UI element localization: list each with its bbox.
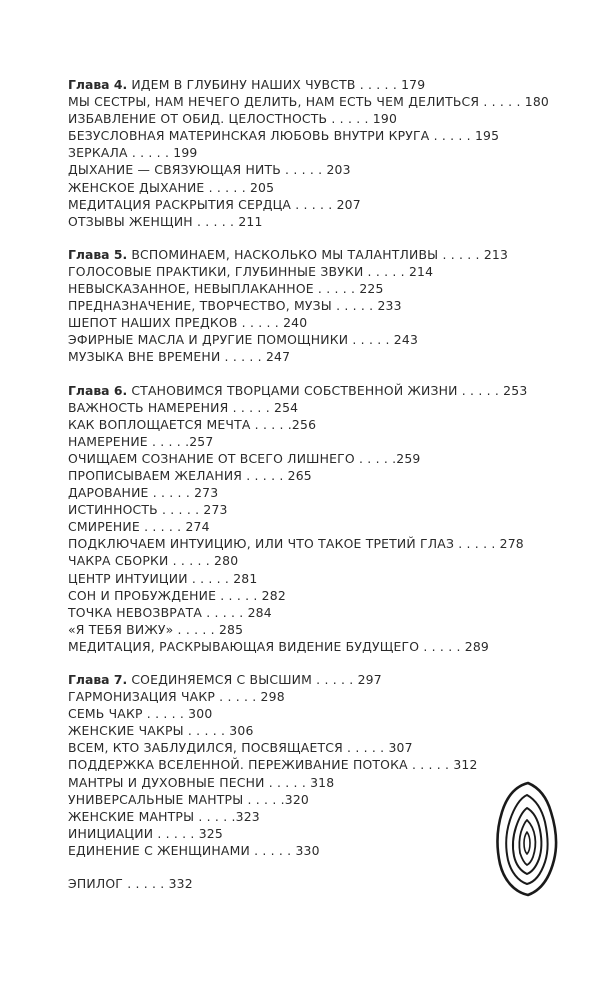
toc-entry[interactable]: НАМЕРЕНИЕ . . . . .257 [68, 433, 214, 449]
toc-entry[interactable]: СЕМЬ ЧАКР . . . . . 300 [68, 706, 213, 722]
section-spacer [68, 230, 568, 246]
concentric-rings-icon [494, 780, 560, 898]
chapter-heading[interactable] [68, 246, 568, 263]
toc-entry[interactable]: ЧАКРА СБОРКИ . . . . . 280 [68, 553, 239, 569]
chapter-label: Глава 5. [68, 246, 128, 262]
toc-entry[interactable]: ИНИЦИАЦИИ . . . . . 325 [68, 825, 223, 841]
toc-entry[interactable]: ИСТИННОСТЬ . . . . . 273 [68, 502, 228, 518]
chapter-label: Глава 4. [68, 77, 128, 92]
toc-entry[interactable]: ОТЗЫВЫ ЖЕНЩИН . . . . . 211 [68, 213, 263, 229]
chapter-4 [68, 76, 568, 230]
chapter-title: СТАНОВИМСЯ ТВОРЦАМИ СОБСТВЕННОЙ ЖИЗНИ . . . . . 253 [131, 382, 528, 398]
toc-entry[interactable]: ЦЕНТР ИНТУИЦИИ . . . . . 281 [68, 570, 258, 586]
chapter-5 [68, 246, 568, 366]
toc-entry[interactable]: ДЫХАНИЕ — СВЯЗУЮЩАЯ НИТЬ . . . . . 203 [68, 162, 351, 178]
section-spacer [68, 859, 568, 875]
toc-entry[interactable]: ПОДДЕРЖКА ВСЕЛЕННОЙ. ПЕРЕЖИВАНИЕ ПОТОКА . . . . . 312 [68, 757, 478, 773]
toc-entry[interactable]: ОЧИЩАЕМ СОЗНАНИЕ ОТ ВСЕГО ЛИШНЕГО . . . . .259 [68, 450, 421, 466]
toc-entry[interactable]: ГАРМОНИЗАЦИЯ ЧАКР . . . . . 298 [68, 689, 285, 705]
chapter-6 [68, 382, 568, 656]
ring-core [524, 832, 530, 854]
toc-entry[interactable]: ИЗБАВЛЕНИЕ ОТ ОБИД. ЦЕЛОСТНОСТЬ . . . . . 190 [68, 111, 398, 127]
toc-entry[interactable]: МЕДИТАЦИЯ РАСКРЫТИЯ СЕРДЦА . . . . . 207 [68, 196, 361, 212]
toc-entry[interactable]: МАНТРЫ И ДУХОВНЫЕ ПЕСНИ . . . . . 318 [68, 774, 335, 790]
toc-entry[interactable]: ПОДКЛЮЧАЕМ ИНТУИЦИЮ, ИЛИ ЧТО ТАКОЕ ТРЕТИЙ ГЛАЗ . . . . . 278 [68, 536, 524, 552]
toc-entry[interactable]: УНИВЕРСАЛЬНЫЕ МАНТРЫ . . . . .320 [68, 791, 309, 807]
section-spacer [68, 366, 568, 382]
toc-entry[interactable]: ЖЕНСКОЕ ДЫХАНИЕ . . . . . 205 [68, 179, 275, 195]
chapter-heading[interactable] [68, 76, 568, 93]
chapter-heading[interactable] [68, 382, 568, 399]
toc-entry[interactable]: ПРОПИСЫВАЕМ ЖЕЛАНИЯ . . . . . 265 [68, 467, 312, 483]
toc-entry[interactable]: ЕДИНЕНИЕ С ЖЕНЩИНАМИ . . . . . 330 [68, 842, 320, 858]
toc-entry[interactable]: ШЕПОТ НАШИХ ПРЕДКОВ . . . . . 240 [68, 315, 308, 331]
section-spacer [68, 655, 568, 671]
toc-entry[interactable]: КАК ВОПЛОЩАЕТСЯ МЕЧТА . . . . .256 [68, 416, 317, 432]
table-of-contents [68, 76, 568, 892]
toc-entry[interactable]: ЖЕНСКИЕ МАНТРЫ . . . . .323 [68, 808, 260, 824]
toc-entry[interactable]: ТОЧКА НЕВОЗВРАТА . . . . . 284 [68, 604, 272, 620]
toc-entry[interactable]: СОН И ПРОБУЖДЕНИЕ . . . . . 282 [68, 587, 286, 603]
chapter-label: Глава 7. [68, 672, 128, 687]
toc-entry[interactable]: ВАЖНОСТЬ НАМЕРЕНИЯ . . . . . 254 [68, 399, 299, 415]
toc-entry[interactable]: ВСЕМ, КТО ЗАБЛУДИЛСЯ, ПОСВЯЩАЕТСЯ . . . . . 307 [68, 740, 413, 756]
toc-entry[interactable]: ГОЛОСОВЫЕ ПРАКТИКИ, ГЛУБИННЫЕ ЗВУКИ . . . . . 214 [68, 263, 434, 279]
toc-entry[interactable]: МЕДИТАЦИЯ, РАСКРЫВАЮЩАЯ ВИДЕНИЕ БУДУЩЕГО . . . . . 289 [68, 638, 489, 654]
toc-entry[interactable]: БЕЗУСЛОВНАЯ МАТЕРИНСКАЯ ЛЮБОВЬ ВНУТРИ КРУГА . . . . . 195 [68, 128, 500, 144]
epilogue-entry[interactable]: ЭПИЛОГ . . . . . 332 [68, 876, 193, 892]
toc-entry[interactable]: «Я ТЕБЯ ВИЖУ» . . . . . 285 [68, 621, 244, 637]
ring-4 [519, 820, 535, 865]
chapter-heading[interactable] [68, 671, 568, 688]
toc-entry[interactable]: ЭФИРНЫЕ МАСЛА И ДРУГИЕ ПОМОЩНИКИ . . . . . 243 [68, 332, 419, 348]
chapter-title: ВСПОМИНАЕМ, НАСКОЛЬКО МЫ ТАЛАНТЛИВЫ . . . . . 213 [131, 246, 509, 262]
chapter-title: ИДЕМ В ГЛУБИНУ НАШИХ ЧУВСТВ . . . . . 179 [131, 77, 426, 92]
toc-entry[interactable]: ЗЕРКАЛА . . . . . 199 [68, 145, 198, 161]
toc-entry[interactable]: МЫ СЕСТРЫ, НАМ НЕЧЕГО ДЕЛИТЬ, НАМ ЕСТЬ ЧЕМ ДЕЛИТЬСЯ . . . . . 180 [68, 94, 549, 110]
toc-entry[interactable]: ПРЕДНАЗНАЧЕНИЕ, ТВОРЧЕСТВО, МУЗЫ . . . . . 233 [68, 298, 402, 314]
toc-entry[interactable]: МУЗЫКА ВНЕ ВРЕМЕНИ . . . . . 247 [68, 349, 291, 365]
chapter-label: Глава 6. [68, 382, 128, 398]
toc-entry[interactable]: НЕВЫСКАЗАННОЕ, НЕВЫПЛАКАННОЕ . . . . . 225 [68, 281, 384, 297]
toc-entry[interactable]: СМИРЕНИЕ . . . . . 274 [68, 519, 210, 535]
toc-entry[interactable]: ЖЕНСКИЕ ЧАКРЫ . . . . . 306 [68, 723, 254, 739]
chapter-7 [68, 671, 568, 859]
toc-entry[interactable]: ДАРОВАНИЕ . . . . . 273 [68, 485, 219, 501]
chapter-title: СОЕДИНЯЕМСЯ С ВЫСШИМ . . . . . 297 [131, 672, 382, 687]
